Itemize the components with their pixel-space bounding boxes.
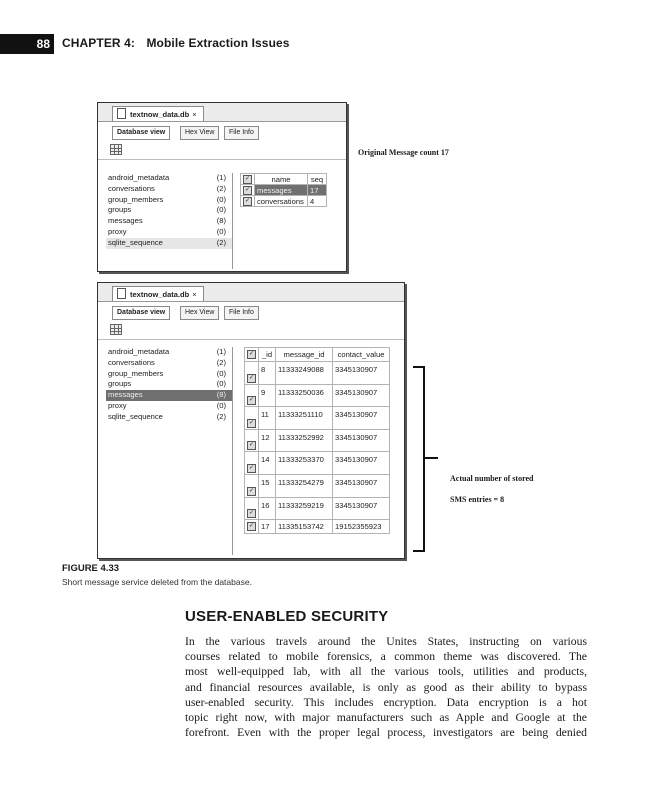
table-list-item[interactable] xyxy=(106,227,232,238)
table-name: sqlite_sequence xyxy=(108,237,163,247)
table-row[interactable] xyxy=(245,407,390,430)
table-name: messages xyxy=(108,390,143,400)
table-count: (8) xyxy=(216,216,226,226)
table-name: proxy xyxy=(108,226,127,236)
table-list-item[interactable] xyxy=(106,358,232,369)
table-list-item-selected[interactable] xyxy=(106,238,232,249)
row-checkbox[interactable]: ✓ xyxy=(245,497,259,520)
table-row[interactable] xyxy=(245,362,390,385)
grid-icon[interactable] xyxy=(110,144,122,155)
column-header[interactable]: name xyxy=(255,174,308,185)
tab-hex-view[interactable]: Hex View xyxy=(180,126,219,140)
cell-id: 11 xyxy=(259,407,276,430)
grid-header-row xyxy=(245,348,390,362)
row-checkbox[interactable]: ✓ xyxy=(245,429,259,452)
cell-contact-value: 3345130907 xyxy=(333,497,390,520)
table-count: (0) xyxy=(216,368,226,378)
grid-header-row xyxy=(241,174,327,185)
row-checkbox[interactable]: ✓ xyxy=(245,407,259,430)
database-window-messages xyxy=(97,282,405,559)
cell-message-id: 11333250036 xyxy=(276,384,333,407)
cell-id: 15 xyxy=(259,474,276,497)
table-count: (1) xyxy=(216,173,226,182)
table-list xyxy=(106,347,233,555)
cell-seq: 17 xyxy=(308,185,327,196)
paragraph-line: user-enabled security. This includes encryption. Data encryption is a hot xyxy=(185,695,587,709)
cell-id: 12 xyxy=(259,429,276,452)
table-name: messages xyxy=(108,216,143,226)
table-count: (8) xyxy=(216,390,226,400)
close-icon[interactable]: × xyxy=(192,290,197,299)
page-number: 88 xyxy=(0,34,54,54)
table-name: groups xyxy=(108,205,132,215)
table-count: (0) xyxy=(216,205,226,215)
cell-contact-value: 3345130907 xyxy=(333,384,390,407)
curly-bracket xyxy=(413,366,425,552)
chapter-label: CHAPTER 4: xyxy=(62,36,136,50)
table-row[interactable] xyxy=(241,185,327,196)
table-list-item[interactable] xyxy=(106,412,232,423)
figure-caption: Short message service deleted from the database. xyxy=(62,577,252,587)
running-header xyxy=(62,36,290,50)
table-name: conversations xyxy=(108,357,155,367)
table-name: sqlite_sequence xyxy=(108,411,163,421)
table-count: (0) xyxy=(216,194,226,204)
paragraph-line: In the various travels around the Unites States, instructing on various xyxy=(185,635,587,648)
table-count: (2) xyxy=(216,411,226,421)
table-count: (2) xyxy=(216,183,226,193)
cell-contact-value: 3345130907 xyxy=(333,362,390,385)
data-grid xyxy=(240,173,327,207)
table-list-item[interactable] xyxy=(106,216,232,227)
chapter-title: Mobile Extraction Issues xyxy=(146,36,290,50)
cell-message-id: 11333254279 xyxy=(276,474,333,497)
row-checkbox[interactable]: ✓ xyxy=(245,474,259,497)
table-name: group_members xyxy=(108,194,164,204)
table-name: group_members xyxy=(108,368,164,378)
paragraph-line: most well-equipped lab, with all the various tools, utilities and products, xyxy=(185,665,587,679)
file-tab-label: textnow_data.db xyxy=(130,110,190,119)
bracket-tip xyxy=(424,457,438,459)
table-name: conversations xyxy=(108,183,155,193)
table-row[interactable] xyxy=(245,384,390,407)
cell-contact-value: 3345130907 xyxy=(333,407,390,430)
cell-name: messages xyxy=(255,185,308,196)
cell-message-id: 11333251110 xyxy=(276,407,333,430)
select-all-checkbox[interactable]: ✓ xyxy=(241,174,255,185)
body-paragraph xyxy=(185,634,587,740)
tab-file-info[interactable]: File Info xyxy=(224,306,259,320)
column-header[interactable]: contact_value xyxy=(333,348,390,362)
cell-contact-value: 3345130907 xyxy=(333,452,390,475)
document-icon xyxy=(117,108,126,119)
toolbar xyxy=(98,321,404,340)
tab-database-view[interactable]: Database view xyxy=(112,306,170,320)
table-list-item[interactable] xyxy=(106,184,232,195)
cell-id: 16 xyxy=(259,497,276,520)
cell-name: conversations xyxy=(255,196,308,207)
cell-message-id: 11333252992 xyxy=(276,429,333,452)
grid-icon[interactable] xyxy=(110,324,122,335)
table-list-item[interactable] xyxy=(106,401,232,412)
paragraph-line: courses related to mobile forensics, a common theme was discovered. The xyxy=(185,650,587,664)
row-checkbox[interactable]: ✓ xyxy=(245,362,259,385)
cell-seq: 4 xyxy=(308,196,327,207)
file-tab-bar xyxy=(98,283,404,302)
table-count: (0) xyxy=(216,400,226,410)
table-count: (0) xyxy=(216,379,226,389)
table-list-item[interactable] xyxy=(106,369,232,380)
annotation-actual-count-line2: SMS entries = 8 xyxy=(450,495,505,504)
table-list-item[interactable] xyxy=(106,205,232,216)
paragraph-line: forefront. Even with the proper legal process, investigators are being denied xyxy=(185,726,587,740)
cell-contact-value: 3345130907 xyxy=(333,429,390,452)
annotation-original-count: Original Message count 17 xyxy=(358,148,449,157)
table-list-item[interactable] xyxy=(106,173,232,184)
table-name: android_metadata xyxy=(108,173,170,182)
row-checkbox[interactable]: ✓ xyxy=(245,384,259,407)
view-tabs xyxy=(98,125,346,141)
file-tab[interactable] xyxy=(112,106,204,121)
cell-id: 14 xyxy=(259,452,276,475)
paragraph-line: topic right now, with major manufacturers such as Apple and Google at the xyxy=(185,710,587,724)
table-list-item[interactable] xyxy=(106,195,232,206)
table-count: (2) xyxy=(216,237,226,247)
table-row[interactable] xyxy=(245,520,390,534)
table-row[interactable] xyxy=(245,474,390,497)
tab-file-info[interactable]: File Info xyxy=(224,126,259,140)
column-header[interactable]: message_id xyxy=(276,348,333,362)
table-name: proxy xyxy=(108,400,127,410)
file-tab[interactable] xyxy=(112,286,204,301)
table-list-item-selected[interactable] xyxy=(106,390,232,401)
table-count: (1) xyxy=(216,347,226,356)
cell-message-id: 11333249088 xyxy=(276,362,333,385)
column-header[interactable]: seq xyxy=(308,174,327,185)
table-row[interactable] xyxy=(245,452,390,475)
cell-message-id: 11333253370 xyxy=(276,452,333,475)
table-row[interactable] xyxy=(245,497,390,520)
paragraph-line: and financial resources available, is only as good as their ability to bypass xyxy=(185,680,587,694)
table-name: groups xyxy=(108,379,132,389)
table-row[interactable] xyxy=(245,429,390,452)
table-count: (0) xyxy=(216,226,226,236)
toolbar xyxy=(98,141,346,160)
database-window-sequence xyxy=(97,102,347,272)
figure-label: FIGURE 4.33 xyxy=(62,563,120,574)
select-all-checkbox[interactable]: ✓ xyxy=(245,348,259,362)
cell-contact-value: 3345130907 xyxy=(333,474,390,497)
row-checkbox[interactable]: ✓ xyxy=(241,196,255,207)
view-tabs xyxy=(98,305,404,321)
data-grid xyxy=(244,347,390,534)
cell-message-id: 11333259219 xyxy=(276,497,333,520)
section-heading: USER-ENABLED SECURITY xyxy=(185,608,389,625)
row-checkbox[interactable]: ✓ xyxy=(245,520,259,534)
row-checkbox[interactable]: ✓ xyxy=(245,452,259,475)
table-name: android_metadata xyxy=(108,347,170,356)
annotation-actual-count-line1: Actual number of stored xyxy=(450,474,534,483)
tab-database-view[interactable]: Database view xyxy=(112,126,170,140)
table-list-item[interactable] xyxy=(106,347,232,358)
table-count: (2) xyxy=(216,357,226,367)
cell-contact-value: 19152355923 xyxy=(333,520,390,534)
tab-hex-view[interactable]: Hex View xyxy=(180,306,219,320)
table-list-item[interactable] xyxy=(106,379,232,390)
cell-message-id: 11335153742 xyxy=(276,520,333,534)
table-row[interactable] xyxy=(241,196,327,207)
table-list xyxy=(106,173,233,269)
file-tab-bar xyxy=(98,103,346,122)
row-checkbox[interactable]: ✓ xyxy=(241,185,255,196)
close-icon[interactable]: × xyxy=(192,110,197,119)
column-header[interactable]: _id xyxy=(259,348,276,362)
cell-id: 8 xyxy=(259,362,276,385)
document-icon xyxy=(117,288,126,299)
cell-id: 17 xyxy=(259,520,276,534)
cell-id: 9 xyxy=(259,384,276,407)
file-tab-label: textnow_data.db xyxy=(130,290,190,299)
